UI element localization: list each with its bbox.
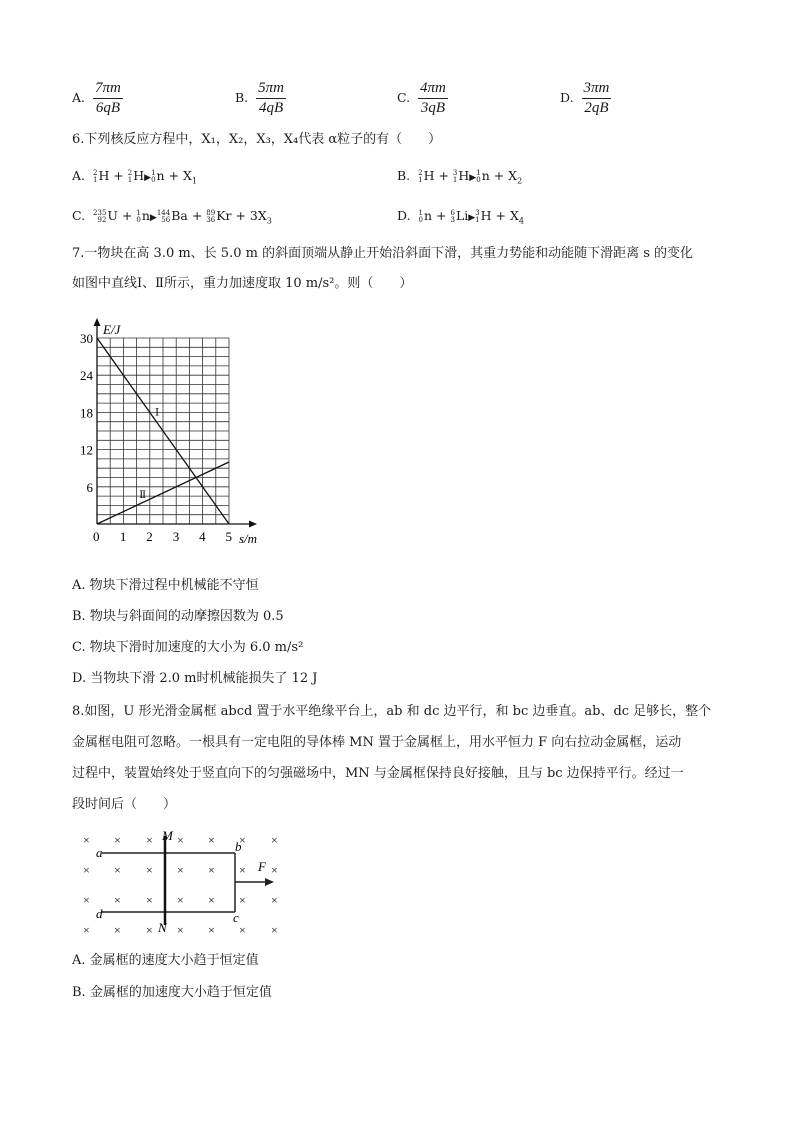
label-a: a bbox=[96, 845, 103, 860]
q6-option-d: D. 1 0 n + 6 3 Li▶ 3 1 $H + X_4$ bbox=[397, 208, 524, 226]
q7-stem-line1: 7.一物块在高 3.0 m、长 5.0 m 的斜面顶端从静止开始沿斜面下滑，其重力势能和动能随下滑距离 s 的变化 bbox=[72, 246, 694, 261]
q5-option-a-fraction: $\frac{7\pi m}{6qB}$ bbox=[94, 80, 121, 116]
x-tick-label: 3 bbox=[172, 529, 180, 544]
field-cross: × bbox=[177, 833, 184, 847]
field-cross: × bbox=[146, 923, 153, 937]
y-tick-label: 24 bbox=[80, 368, 93, 384]
q7-option-a: A. 物块下滑过程中机械能不守恒 bbox=[72, 578, 259, 593]
field-cross: × bbox=[208, 863, 215, 877]
field-cross: × bbox=[271, 863, 278, 877]
q8-option-b: B. 金属框的加速度大小趋于恒定值 bbox=[72, 985, 272, 1000]
q5-option-d: D. $\frac{3\pi m}{2qB}$ bbox=[560, 80, 610, 116]
field-cross: × bbox=[83, 923, 90, 937]
q7-option-c: C. 物块下滑时加速度的大小为 6.0 m/s² bbox=[72, 640, 304, 655]
q5-option-c-fraction: $\frac{4\pi m}{3qB}$ bbox=[420, 80, 446, 116]
chart-labels bbox=[80, 322, 257, 546]
energy-chart bbox=[68, 305, 278, 550]
q6-option-c: C. 235 92 U + 1 0 n▶ 144 56 Ba + 89 36 $Kr + 3X_3$ bbox=[72, 208, 272, 226]
field-cross: × bbox=[146, 833, 153, 847]
field-cross: × bbox=[208, 833, 215, 847]
label-f: F bbox=[258, 859, 266, 874]
x-axis-label: s/m bbox=[239, 531, 258, 546]
field-cross: × bbox=[114, 863, 121, 877]
q7-option-b: B. 物块与斜面间的动摩擦因数为 0.5 bbox=[72, 609, 284, 624]
q7-stem-line2: 如图中直线Ⅰ、Ⅱ所示，重力加速度取 10 m/s²。则（ ） bbox=[72, 276, 413, 291]
y-tick-label: 18 bbox=[80, 405, 93, 421]
q8-stem-line2: 金属框电阻可忽略。一根具有一定电阻的导体棒 MN 置于金属框上，用水平恒力 F 向右拉动金属框，运动 bbox=[72, 735, 682, 750]
field-cross: × bbox=[239, 893, 246, 907]
q8-stem-line1: 8.如图，U 形光滑金属框 abcd 置于水平绝缘平台上，ab 和 dc 边平行，和 bc 边垂直。ab、dc 足够长，整个 bbox=[72, 704, 712, 719]
q8-stem-line4: 段时间后（ ） bbox=[72, 797, 177, 812]
x-tick-label: 1 bbox=[119, 529, 127, 544]
q6-option-b: B. 2 1 H + 3 1 H▶ 1 0 $n + X_2$ bbox=[397, 168, 523, 186]
field-cross: × bbox=[271, 923, 278, 937]
field-cross: × bbox=[114, 893, 121, 907]
y-axis-label: E/J bbox=[103, 322, 121, 337]
field-cross: × bbox=[208, 923, 215, 937]
y-tick-label: 30 bbox=[80, 331, 93, 346]
field-cross: × bbox=[114, 833, 121, 847]
field-cross: × bbox=[208, 893, 215, 907]
field-cross: × bbox=[177, 863, 184, 877]
x-tick-label: 0 bbox=[93, 529, 100, 544]
y-tick-label: 12 bbox=[80, 442, 93, 458]
y-tick-label: 6 bbox=[86, 479, 93, 495]
field-cross: × bbox=[177, 893, 184, 907]
field-cross: × bbox=[271, 893, 278, 907]
q6-stem: 6.下列核反应方程中，X₁，X₂，X₃，X₄代表 α粒子的有（ ） bbox=[72, 132, 442, 147]
y-axis-arrow bbox=[94, 318, 101, 326]
q5-option-c: C. $\frac{4\pi m}{3qB}$ bbox=[397, 80, 446, 116]
q5-option-b: B. $\frac{5\pi m}{4qB}$ bbox=[235, 80, 284, 116]
series-label-1: Ⅰ bbox=[155, 407, 160, 419]
label-n: N bbox=[158, 920, 167, 935]
field-cross: × bbox=[83, 833, 90, 847]
magnetic-frame-diagram bbox=[72, 822, 292, 942]
q8-option-a: A. 金属框的速度大小趋于恒定值 bbox=[72, 953, 259, 968]
force-arrowhead bbox=[265, 878, 274, 886]
field-cross: × bbox=[271, 833, 278, 847]
q5-option-d-fraction: $\frac{3\pi m}{2qB}$ bbox=[583, 80, 610, 116]
label-m: M bbox=[162, 828, 173, 843]
x-tick-label: 2 bbox=[146, 529, 153, 544]
field-cross: × bbox=[83, 893, 90, 907]
field-cross: × bbox=[114, 923, 121, 937]
x-axis-arrow bbox=[249, 521, 257, 528]
field-cross: × bbox=[146, 893, 153, 907]
label-b: b bbox=[235, 839, 242, 854]
label-d: d bbox=[96, 906, 103, 921]
label-c: c bbox=[233, 910, 239, 925]
q7-option-d: D. 当物块下滑 2.0 m时机械能损失了 12 J bbox=[72, 671, 318, 686]
series-label-2: Ⅱ bbox=[139, 489, 147, 501]
q6-option-a: A. 2 1 H + 2 1 H▶ 1 0 $n + X_1$ bbox=[72, 168, 197, 186]
q8-stem-line3: 过程中，装置始终处于竖直向下的匀强磁场中，MN 与金属框保持良好接触，且与 bc 边保持平行。经过一 bbox=[72, 766, 684, 781]
field-cross: × bbox=[239, 863, 246, 877]
x-tick-label: 4 bbox=[199, 529, 206, 544]
field-cross: × bbox=[83, 863, 90, 877]
field-cross: × bbox=[146, 863, 153, 877]
q5-option-b-fraction: $\frac{5\pi m}{4qB}$ bbox=[258, 80, 284, 116]
field-cross: × bbox=[239, 923, 246, 937]
field-cross: × bbox=[177, 923, 184, 937]
q5-option-a: A. $\frac{7\pi m}{6qB}$ bbox=[72, 80, 121, 116]
magnetic-field-crosses bbox=[83, 833, 278, 937]
x-tick-label: 5 bbox=[225, 529, 232, 544]
field-cross: × bbox=[239, 833, 246, 847]
